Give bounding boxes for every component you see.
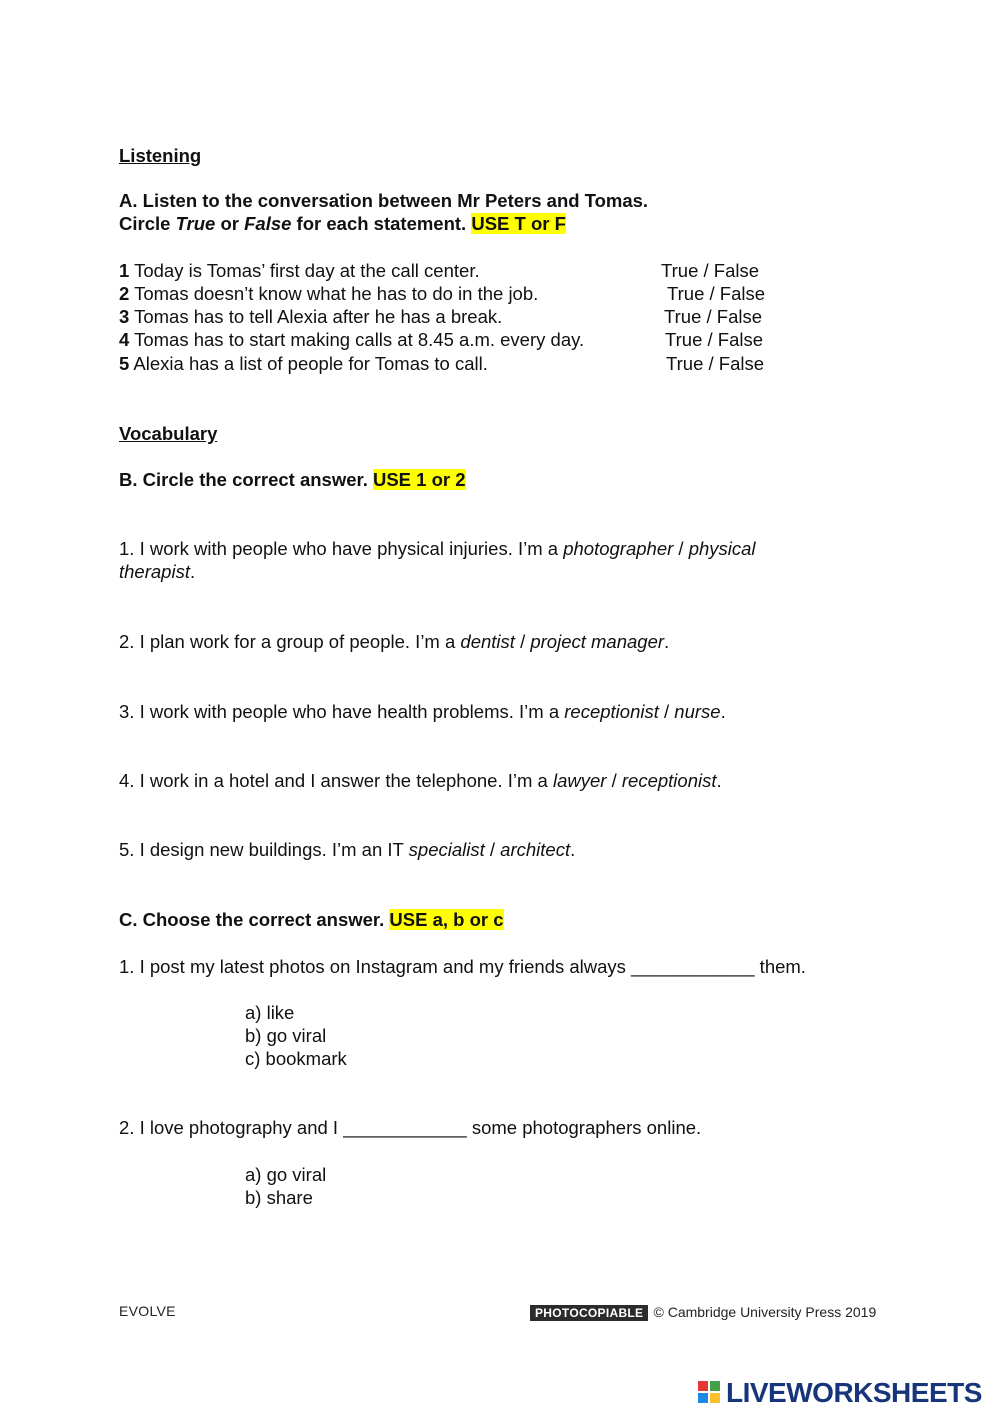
statement-2: 2 Tomas doesn’t know what he has to do in the job. — [119, 283, 539, 304]
statement-5-true-false[interactable]: True / False — [666, 353, 765, 374]
evolve-logo-text: EVOLVE — [119, 1303, 176, 1319]
liveworksheets-logo-icon — [698, 1381, 722, 1405]
vocab-item-2: 2. I plan work for a group of people. I’m a dentist / project manager. — [119, 631, 670, 652]
vocab-item-1: 1. I work with people who have physical injuries. I’m a photographer / physical — [119, 538, 756, 559]
section-c-highlight: USE a, b or c — [389, 909, 504, 930]
question-2-option-a[interactable]: a) go viral — [245, 1164, 327, 1185]
statement-1: 1 Today is Tomas’ first day at the call center. — [119, 260, 480, 281]
photocopiable-badge: PHOTOCOPIABLE — [530, 1305, 648, 1321]
question-1-option-a[interactable]: a) like — [245, 1002, 295, 1023]
statement-3: 3 Tomas has to tell Alexia after he has a break. — [119, 306, 503, 327]
vocab-item-5: 5. I design new buildings. I’m an IT specialist / architect. — [119, 839, 576, 860]
statement-2-true-false[interactable]: True / False — [667, 283, 766, 304]
listening-heading: Listening — [119, 145, 202, 166]
section-a-instruction-line2: Circle True or False for each statement. USE T or F — [119, 213, 566, 234]
question-2: 2. I love photography and I ____________ some photographers online. — [119, 1117, 702, 1138]
section-c-instruction: C. Choose the correct answer. USE a, b or c — [119, 909, 504, 930]
question-1-option-b[interactable]: b) go viral — [245, 1025, 327, 1046]
liveworksheets-brand[interactable]: LIVEWORKSHEETS — [726, 1377, 982, 1408]
vocab-item-4: 4. I work in a hotel and I answer the telephone. I’m a lawyer / receptionist. — [119, 770, 722, 791]
statement-4: 4 Tomas has to start making calls at 8.45 a.m. every day. — [119, 329, 585, 350]
vocab-item-1-cont: therapist. — [119, 561, 196, 582]
statement-5: 5 Alexia has a list of people for Tomas to call. — [119, 353, 488, 374]
statement-1-true-false[interactable]: True / False — [661, 260, 760, 281]
footer-copyright-line — [530, 1303, 876, 1320]
question-1: 1. I post my latest photos on Instagram and my friends always ____________ them. — [119, 956, 806, 977]
statement-4-true-false[interactable]: True / False — [665, 329, 764, 350]
section-b-instruction: B. Circle the correct answer. USE 1 or 2 — [119, 469, 466, 490]
question-1-option-c[interactable]: c) bookmark — [245, 1048, 347, 1069]
statement-3-true-false[interactable]: True / False — [664, 306, 763, 327]
section-a-instruction-line1: A. Listen to the conversation between Mr Peters and Tomas. — [119, 190, 649, 211]
section-a-highlight: USE T or F — [471, 213, 566, 234]
vocabulary-heading: Vocabulary — [119, 423, 218, 444]
copyright-text: © Cambridge University Press 2019 — [653, 1304, 877, 1320]
question-2-option-b[interactable]: b) share — [245, 1187, 313, 1208]
vocab-item-3: 3. I work with people who have health problems. I’m a receptionist / nurse. — [119, 701, 726, 722]
section-b-highlight: USE 1 or 2 — [372, 469, 466, 490]
